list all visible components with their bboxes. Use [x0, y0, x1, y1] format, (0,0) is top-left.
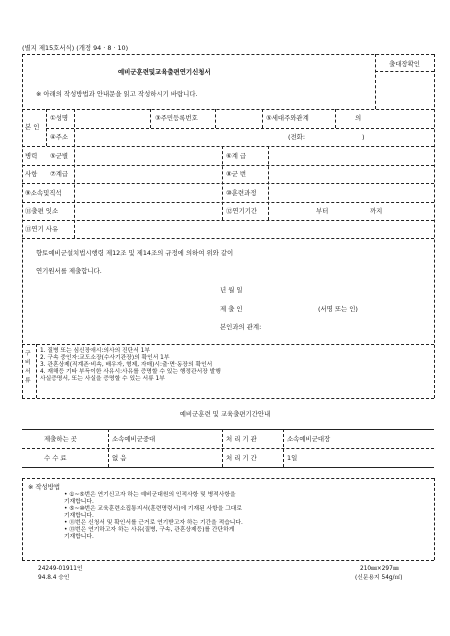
label-serial: ⑦계급 [50, 170, 69, 178]
relation-to-person: 본인과의 관계: [220, 323, 262, 331]
date-label: 년 월 일 [220, 286, 243, 294]
applicant-sign: (서명 또는 인) [318, 305, 358, 313]
guide-line [22, 448, 434, 449]
phone-close: ) [362, 133, 365, 141]
guide-title: 예비군훈련 및 교육출편기간안내 [179, 410, 271, 418]
col-line [150, 109, 151, 128]
form-title: 예비군훈련및교육출편연기신청서 [118, 68, 211, 76]
col-line [268, 146, 269, 220]
label-phone: (전화: [288, 133, 305, 141]
form-top-border [22, 54, 434, 55]
label-branch: ⑧군 번 [226, 170, 247, 178]
label-name: ①성명 [50, 114, 69, 122]
statement-line2: 연기원서를 제출합니다. [36, 267, 102, 275]
guide-key: 처 리 기 간 [226, 454, 257, 462]
relation-value: 의 [355, 114, 362, 122]
row-line [22, 238, 434, 239]
footer-left-1: 24249-01911인 [38, 566, 83, 572]
stamp-box-label: 출대장확인 [389, 60, 420, 68]
method-item: • ⑤~⑩번은 교육훈련소집통지서(훈련명령서)에 기재된 사항을 그대로 [64, 506, 243, 512]
guide-line [22, 467, 434, 468]
method-item: 기재합니다. [64, 499, 94, 505]
form-left-border [22, 54, 23, 398]
guide-line [22, 429, 434, 430]
method-item: • ①~⑤번은 연기신고자 하는 예비군대원의 인적사항 및 병적사항을 [64, 492, 236, 498]
attach-top-line [22, 344, 434, 345]
row-label-2: 사항 [25, 170, 38, 178]
person-label: 본 인 [25, 123, 40, 131]
attachment-item: 사실증명서, 또는 사실을 증명할 수 있는 서류 1부 [40, 376, 165, 382]
footer-left-2: 94.8.4 승인 [38, 575, 70, 581]
guide-col [222, 429, 223, 467]
col-line [335, 109, 336, 128]
method-item: 기재합니다. [64, 513, 94, 519]
label-defer-period: ⑫연기기간 [226, 207, 258, 215]
applicant-label: 제 출 인 [220, 305, 243, 313]
row-line [22, 146, 434, 147]
method-title: ※ 작성방법 [28, 483, 61, 491]
attachment-item: 4. 재해등 기타 부득이한 사유시:사유를 증명할 수 있는 행정관서장 발행 [40, 369, 221, 375]
guide-col [283, 429, 284, 467]
method-list [64, 492, 243, 541]
label-training-course: ⑩훈련과정 [226, 189, 257, 197]
guide-value: 없 음 [112, 454, 127, 462]
label-rank: ⑥계 급 [226, 152, 247, 160]
footer-right-1: 210㎜×297㎜ [360, 566, 399, 572]
row-line [22, 202, 434, 203]
form-right-border [434, 54, 435, 398]
attachments-list [40, 348, 221, 383]
label-resident-no: ③주민등록번호 [155, 114, 198, 122]
attachment-item: 1. 질병 또는 심신장애시:의사의 진단서 1부 [40, 348, 150, 354]
guide-key: 수 수 료 [44, 454, 67, 462]
method-left [22, 478, 23, 560]
row-line [22, 109, 434, 110]
guide-key: 처 리 기 관 [226, 435, 257, 443]
label-unit: ⑨소속및직석 [25, 189, 62, 197]
col-line [74, 109, 75, 238]
label-to: 까지 [370, 207, 383, 215]
label-from: 부터 [316, 207, 329, 215]
guide-value: 소속예비군중대 [112, 435, 156, 443]
statement-line1: 향토예비군설치법시행령 제12조 및 제14조의 규정에 의하여 위와 같이 [36, 249, 234, 257]
attachment-item: 2. 구속 중인자:교도소장(수사기관장)의 확인서 1부 [40, 355, 170, 361]
row-line [22, 220, 434, 221]
form-bottom-border [22, 398, 434, 399]
row-line [46, 128, 434, 129]
row-label-1: 병력 [25, 152, 38, 160]
attachment-item: 3. 관혼상제(직계존·비속, 배우자, 형제, 자매)시:출·면·동장의 확인서 [40, 362, 213, 368]
method-item: • ⑪번은 신청서 및 확인서를 근거로 연기받고자 하는 기간을 적습니다. [64, 520, 243, 526]
footer-right-2: (신문용지 54g/㎡) [355, 575, 403, 581]
row-line [22, 165, 434, 166]
guide-value: 1일 [287, 454, 298, 462]
col-line [46, 109, 47, 146]
label-arm: ⑤군별 [50, 152, 69, 160]
label-relation: ⑤세대주와관계 [266, 114, 309, 122]
col-line [222, 146, 223, 220]
label-address: ④주소 [50, 133, 69, 141]
method-bottom [22, 560, 434, 561]
attach-divider [36, 344, 37, 398]
col-line [215, 109, 216, 128]
form-header: (별지 제15호서식) (개정 94 · 8 · 10) [22, 44, 129, 52]
attachments-label: 구 비 서 류 [25, 351, 31, 384]
label-training-date: ⑪출편 잇소 [25, 207, 59, 215]
guide-col [108, 429, 109, 467]
method-right [434, 478, 435, 560]
label-reason: ⑬연기 사유 [25, 225, 59, 233]
method-item: 기재합니다. [64, 534, 94, 540]
guide-value: 소속예비군대장 [287, 435, 331, 443]
row-line [22, 183, 434, 184]
stamp-box-line [375, 71, 434, 72]
method-top [22, 478, 434, 479]
guide-key: 제출하는 곳 [44, 435, 77, 443]
col-line [262, 109, 263, 128]
instruction: ※ 아래의 작성방법과 안내문을 읽고 작성하시기 바랍니다. [36, 90, 198, 98]
method-item: • ⑬번은 연기하고자 하는 사유(질병, 구속, 관혼상제등)를 간단하게 [64, 527, 235, 533]
